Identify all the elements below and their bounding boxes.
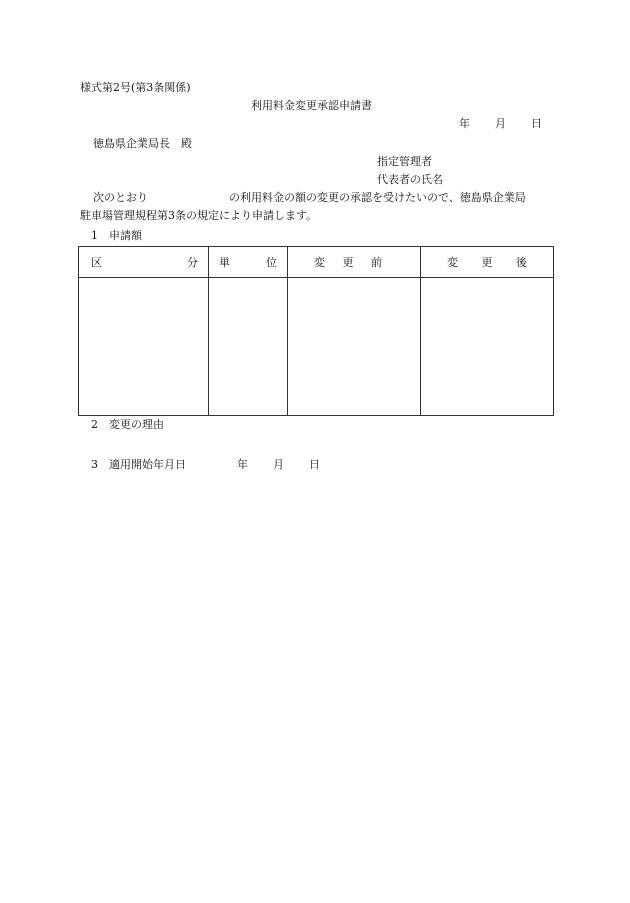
header-char: 区 — [91, 256, 102, 269]
column-header-after-change — [421, 247, 554, 278]
body-text-continued: の利用料金の額の変更の承認を受けたいので、徳島県企業局 — [229, 191, 526, 204]
section-1-heading: 1 申請額 — [91, 229, 142, 242]
after-change-cell — [421, 278, 554, 416]
fee-table-entry-row — [79, 278, 554, 416]
manager-label: 指定管理者 — [377, 155, 432, 168]
header-char: 位 — [266, 256, 277, 269]
header-char: 変 — [447, 256, 458, 269]
before-change-cell — [288, 278, 421, 416]
fee-table — [78, 246, 554, 416]
start-day-label: 日 — [309, 458, 320, 471]
header-char: 変 — [314, 256, 325, 269]
column-header-before-change — [288, 247, 421, 278]
date-year-label: 年 — [459, 117, 470, 130]
header-char: 更 — [481, 256, 493, 269]
representative-name-label: 代表者の氏名 — [377, 173, 443, 186]
category-cell — [79, 278, 209, 416]
date-day-label: 日 — [531, 117, 542, 130]
unit-cell — [209, 278, 288, 416]
header-char: 分 — [187, 256, 198, 269]
fee-table-header-row — [79, 247, 554, 278]
body-text-start: 次のとおり — [93, 191, 148, 204]
header-char: 後 — [516, 256, 527, 269]
header-char: 単 — [219, 256, 230, 269]
section-2-heading: 2 変更の理由 — [91, 418, 164, 431]
document-title: 利用料金変更承認申請書 — [251, 99, 372, 112]
start-year-label: 年 — [237, 458, 248, 471]
column-header-unit — [209, 247, 288, 278]
start-month-label: 月 — [273, 458, 284, 471]
body-text-line2: 駐車場管理規程第3条の規定により申請します。 — [80, 209, 318, 222]
header-char: 更 — [342, 256, 354, 269]
header-char: 前 — [371, 256, 382, 269]
date-month-label: 月 — [495, 117, 506, 130]
column-header-category — [79, 247, 209, 278]
addressee: 徳島県企業局長 殿 — [93, 137, 192, 150]
section-3-heading: 3 適用開始年月日 — [91, 458, 186, 471]
form-number: 様式第2号(第3条関係) — [80, 81, 191, 94]
